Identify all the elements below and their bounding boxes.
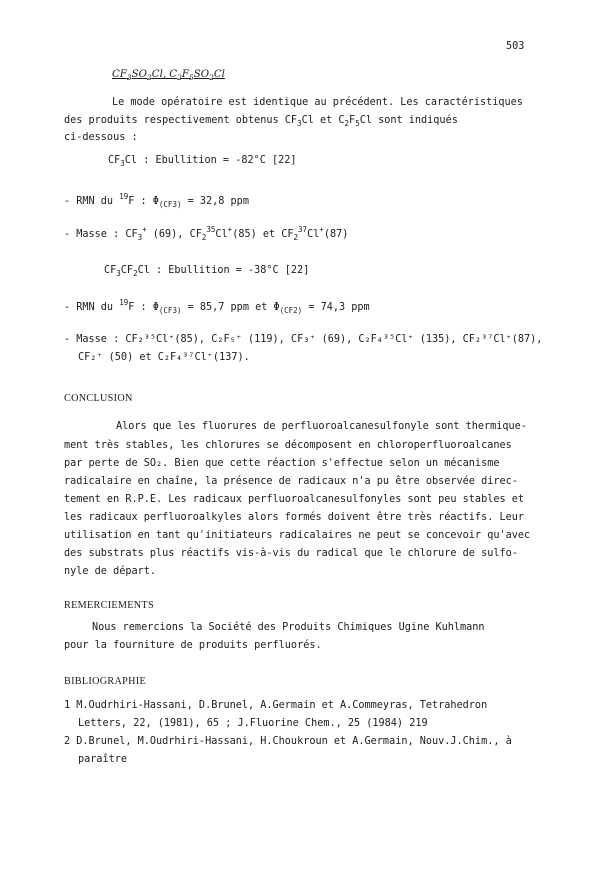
remerciements-line-1: Nous remercions la Société des Produits Chimiques Ugine Kuhlmann (92, 622, 485, 633)
conclusion-line: nyle de départ. (64, 566, 157, 577)
cf3cl-heading: $CF_3Cl$ : Ebullition = -82°C [22] (108, 155, 297, 168)
page-number: 503 (506, 41, 525, 52)
conclusion-line: tement en R.P.E. Les radicaux perfluoroalcanesulfonyles sont peu stables et (64, 494, 525, 505)
cf3cl-masse: - Masse : $CF_3^+$ (69), $CF_2^{35}Cl^+(85)$ et $CF_2^{37}Cl^+(87)$ (64, 225, 349, 242)
conclusion-line: ment très stables, les chlorures se décomposent en chloroperfluoroalcanes (64, 440, 512, 451)
conclusion-line: radicalaire en chaîne, la présence de radicaux n'a pu être observée direc- (64, 476, 518, 487)
intro-line-1: Le mode opératoire est identique au précédent. Les caractéristiques (112, 97, 523, 108)
conclusion-line: Alors que les fluorures de perfluoroalcanesulfonyle sont thermique- (116, 421, 527, 432)
conclusion-title: CONCLUSION (64, 393, 133, 404)
conclusion-line: des substrats plus réactifs vis-à-vis du radical que le chlorure de sulfo- (64, 548, 518, 559)
reference-1-line-1: 1 M.Oudrhiri-Hassani, D.Brunel, A.Germain et A.Commeyras, Tetrahedron (64, 700, 488, 711)
cf3cf2cl-rmn: - RMN du $^{19}$F : $\Phi_{(CF3)} = 85,7$ ppm et $\Phi_{(CF2)} = 74,3$ ppm (64, 298, 370, 315)
remerciements-line-2: pour la fourniture de produits perfluorés. (64, 640, 322, 651)
cf3cf2cl-masse-line-1: - Masse : CF₂³⁵Cl⁺(85), C₂F₅⁺ (119), CF₃⁺ (69), C₂F₄³⁵Cl⁺ (135), CF₂³⁷Cl⁺(87), (64, 334, 543, 345)
reference-2-line-1: 2 D.Brunel, M.Oudrhiri-Hassani, H.Choukroun et A.Germain, Nouv.J.Chim., à (64, 736, 512, 747)
reference-2-line-2: paraître (78, 754, 128, 765)
intro-line-3: ci-dessous : (64, 132, 138, 143)
conclusion-line: par perte de SO₂. Bien que cette réaction s'effectue selon un mécanisme (64, 458, 500, 469)
bibliographie-title: BIBLIOGRAPHIE (64, 676, 147, 687)
cf3cl-rmn: - RMN du $^{19}$F : $\Phi_{(CF3)} = 32,8$ ppm (64, 192, 249, 209)
cf3cf2cl-heading: $CF_3CF_2Cl$ : Ebullition = -38°C [22] (104, 265, 310, 278)
reference-1-line-2: Letters, 22, (1981), 65 ; J.Fluorine Chem., 25 (1984) 219 (78, 718, 428, 729)
remerciements-title: REMERCIEMENTS (64, 600, 154, 611)
cf3cf2cl-masse-line-2: CF₂⁺ (50) et C₂F₄³⁷Cl⁺(137). (78, 352, 250, 363)
section-title: $CF_3SO_2Cl$, $C_2F_5SO_2Cl$ (112, 69, 225, 82)
intro-line-2: des produits respectivement obtenus $CF_3Cl$ et $C_2F_5Cl$ sont indiqués (64, 115, 458, 128)
conclusion-line: utilisation en tant qu'initiateurs radicalaires ne peut se concevoir qu'avec (64, 530, 531, 541)
conclusion-line: les radicaux perfluoroalkyles alors formés doivent être très réactifs. Leur (64, 512, 525, 523)
